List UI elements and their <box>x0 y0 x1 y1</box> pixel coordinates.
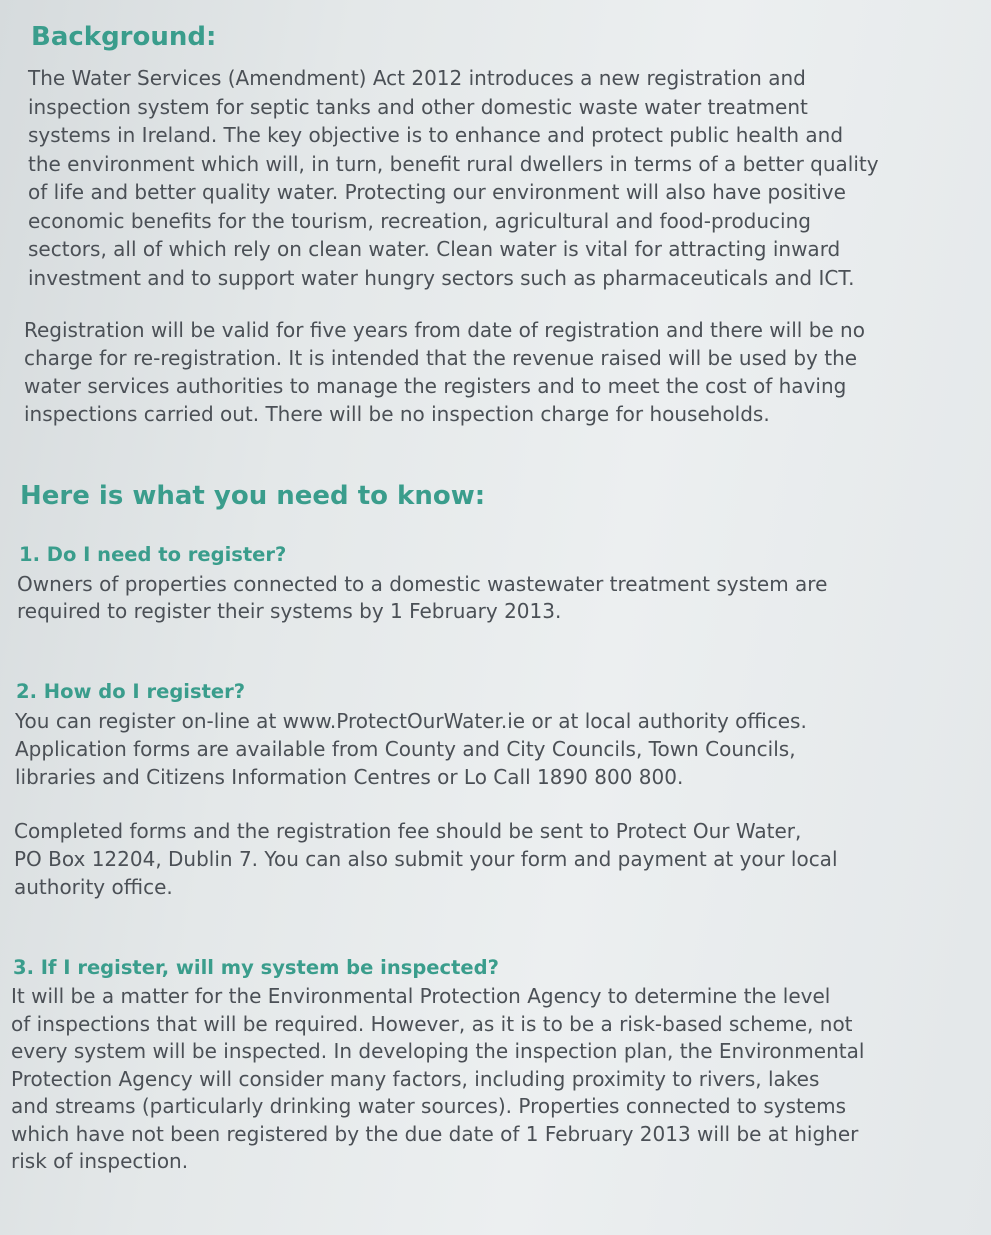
text-line: authority office. <box>14 875 173 899</box>
text-line: Protection Agency will consider many factors, including proximity to rivers, lakes <box>11 1066 820 1091</box>
question-3-title: 3. If I register, will my system be inspected? <box>13 956 499 979</box>
text-line: Completed forms and the registration fee should be sent to Protect Our Water, <box>14 819 802 843</box>
text-line: inspection system for septic tanks and other domestic waste water treatment <box>28 94 808 119</box>
text-line: sectors, all of which rely on clean water. Clean water is vital for attracting inward <box>28 237 841 261</box>
text-line: economic benefits for the tourism, recreation, agricultural and food-producing <box>28 208 811 233</box>
text-line: of life and better quality water. Protecting our environment will also have positive <box>28 180 846 204</box>
text-line: The Water Services (Amendment) Act 2012 introduces a new registration and <box>28 66 806 90</box>
text-line: libraries and Citizens Information Centres or Lo Call 1890 800 800. <box>15 765 684 789</box>
question-1-title: 1. Do I need to register? <box>19 543 287 566</box>
question-2-answer-part-1 <box>15 707 807 791</box>
paper-speck <box>884 517 887 531</box>
text-line: which have not been registered by the due date of 1 February 2013 will be at higher <box>11 1121 859 1146</box>
text-line: the environment which will, in turn, benefit rural dwellers in terms of a better quality <box>28 151 879 176</box>
text-line: Application forms are available from County and City Councils, Town Councils, <box>15 737 796 761</box>
background-heading: Background: <box>31 22 217 52</box>
text-line: Owners of properties connected to a domestic wastewater treatment system are <box>17 572 828 596</box>
text-line: Registration will be valid for five years from date of registration and there will be no <box>24 318 865 342</box>
need-to-know-heading: Here is what you need to know: <box>20 481 486 511</box>
text-line: risk of inspection. <box>11 1149 189 1173</box>
text-line: PO Box 12204, Dublin 7. You can also submit your form and payment at your local <box>14 847 838 871</box>
text-line: systems in Ireland. The key objective is to enhance and protect public health and <box>28 123 844 147</box>
question-3-answer <box>11 983 864 1176</box>
text-line: It will be a matter for the Environmental Protection Agency to determine the level <box>11 984 831 1008</box>
text-line: investment and to support water hungry sectors such as pharmaceuticals and ICT. <box>28 265 855 290</box>
question-1-answer <box>17 571 827 625</box>
text-line: required to register their systems by 1 February 2013. <box>17 599 562 623</box>
background-paragraph-1 <box>28 64 978 292</box>
text-line: charge for re-registration. It is intended that the revenue raised will be used by the <box>24 346 858 370</box>
background-paragraph-2 <box>24 316 979 428</box>
text-line: and streams (particularly drinking water sources). Properties connected to systems <box>11 1094 847 1118</box>
text-line: You can register on-line at www.ProtectOurWater.ie or at local authority offices. <box>15 709 807 733</box>
text-line: inspections carried out. There will be no inspection charge for households. <box>24 402 770 426</box>
text-line: of inspections that will be required. However, as it is to be a risk-based scheme, not <box>11 1011 853 1036</box>
text-line: every system will be inspected. In developing the inspection plan, the Environmental <box>11 1039 865 1063</box>
question-2-answer-part-2 <box>14 817 838 901</box>
text-line: water services authorities to manage the registers and to meet the cost of having <box>24 374 847 398</box>
question-2-title: 2. How do I register? <box>16 680 246 703</box>
